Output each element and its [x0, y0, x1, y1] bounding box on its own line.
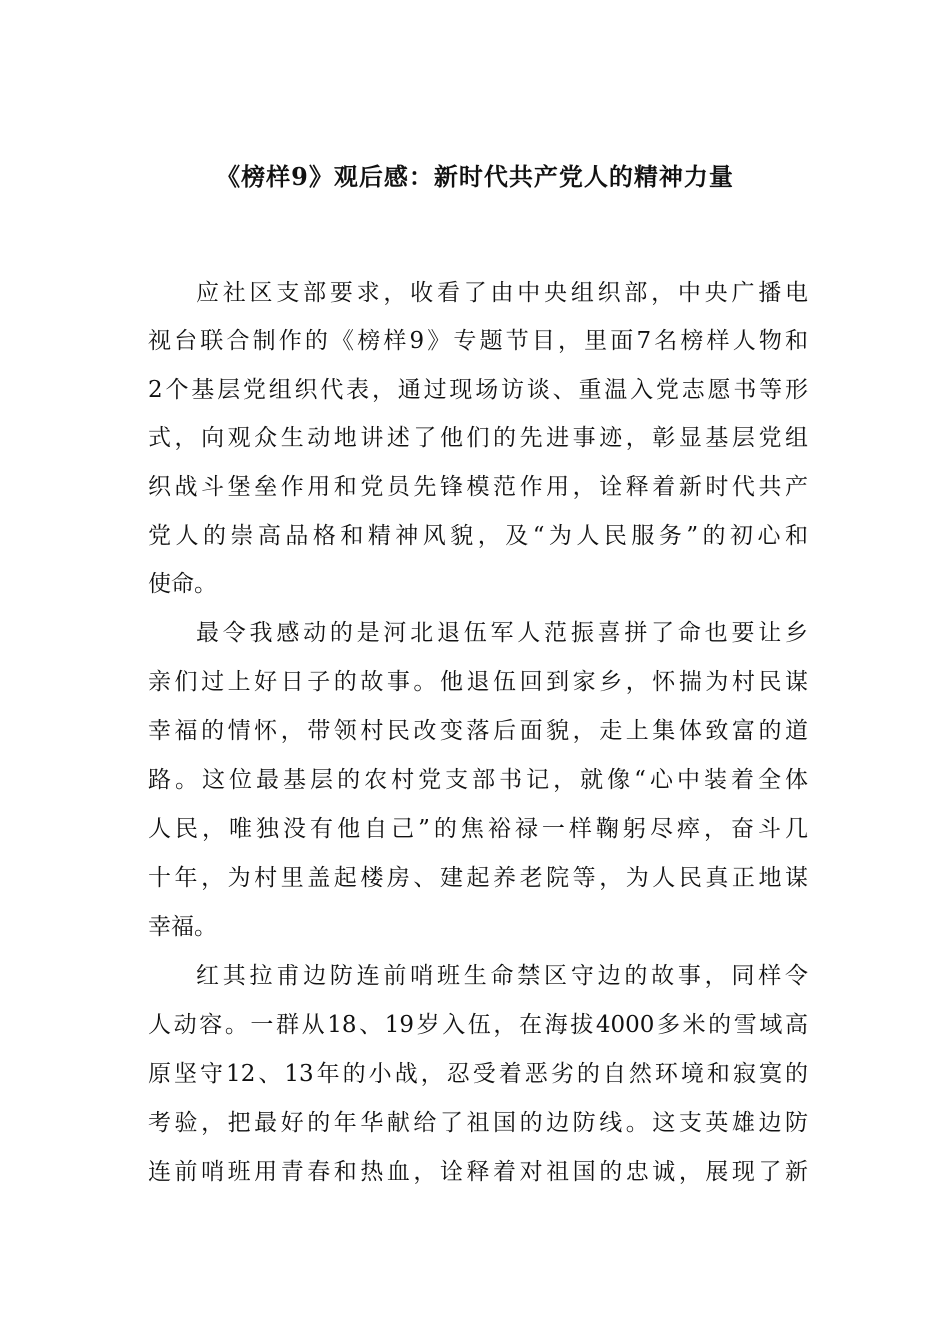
document-title: 《榜样9》观后感：新时代共产党人的精神力量 — [216, 162, 734, 191]
paragraph-2-line-6: 十年，为村里盖起楼房、建起养老院等，为人民真正地谋 — [148, 865, 808, 891]
paragraph-3-line-2: 人动容。一群从18、19岁入伍，在海拔4000多米的雪域高 — [148, 1012, 808, 1038]
paragraph-3-line-5: 连前哨班用青春和热血，诠释着对祖国的忠诚，展现了新 — [148, 1159, 808, 1185]
paragraph-2-line-3: 幸福的情怀，带领村民改变落后面貌，走上集体致富的道 — [148, 718, 808, 744]
paragraph-2-line-7: 幸福。 — [148, 914, 217, 940]
paragraph-2-line-2: 亲们过上好日子的故事。他退伍回到家乡，怀揣为村民谋 — [148, 669, 808, 695]
paragraph-2-line-5: 人民，唯独没有他自己”的焦裕禄一样鞠躬尽瘁，奋斗几 — [148, 816, 808, 842]
paragraph-1-line-3: 2个基层党组织代表，通过现场访谈、重温入党志愿书等形 — [148, 377, 808, 403]
paragraph-1-line-5: 织战斗堡垒作用和党员先锋模范作用，诠释着新时代共产 — [148, 474, 808, 500]
paragraph-2-line-1: 最令我感动的是河北退伍军人范振喜拼了命也要让乡 — [196, 620, 808, 646]
paragraph-1-line-2: 视台联合制作的《榜样9》专题节目，里面7名榜样人物和 — [148, 328, 808, 354]
paragraph-1-line-7: 使命。 — [148, 571, 217, 597]
paragraph-1-line-4: 式，向观众生动地讲述了他们的先进事迹，彰显基层党组 — [148, 425, 808, 451]
paragraph-3-line-4: 考验，把最好的年华献给了祖国的边防线。这支英雄边防 — [148, 1110, 808, 1136]
paragraph-3-line-1: 红其拉甫边防连前哨班生命禁区守边的故事，同样令 — [196, 963, 808, 989]
paragraph-1-line-6: 党人的崇高品格和精神风貌，及“为人民服务”的初心和 — [148, 523, 808, 549]
paragraph-3-line-3: 原坚守12、13年的小战，忍受着恶劣的自然环境和寂寞的 — [148, 1061, 808, 1087]
paragraph-1-line-1: 应社区支部要求，收看了由中央组织部，中央广播电 — [196, 280, 808, 306]
paragraph-2-line-4: 路。这位最基层的农村党支部书记，就像“心中装着全体 — [148, 767, 808, 793]
